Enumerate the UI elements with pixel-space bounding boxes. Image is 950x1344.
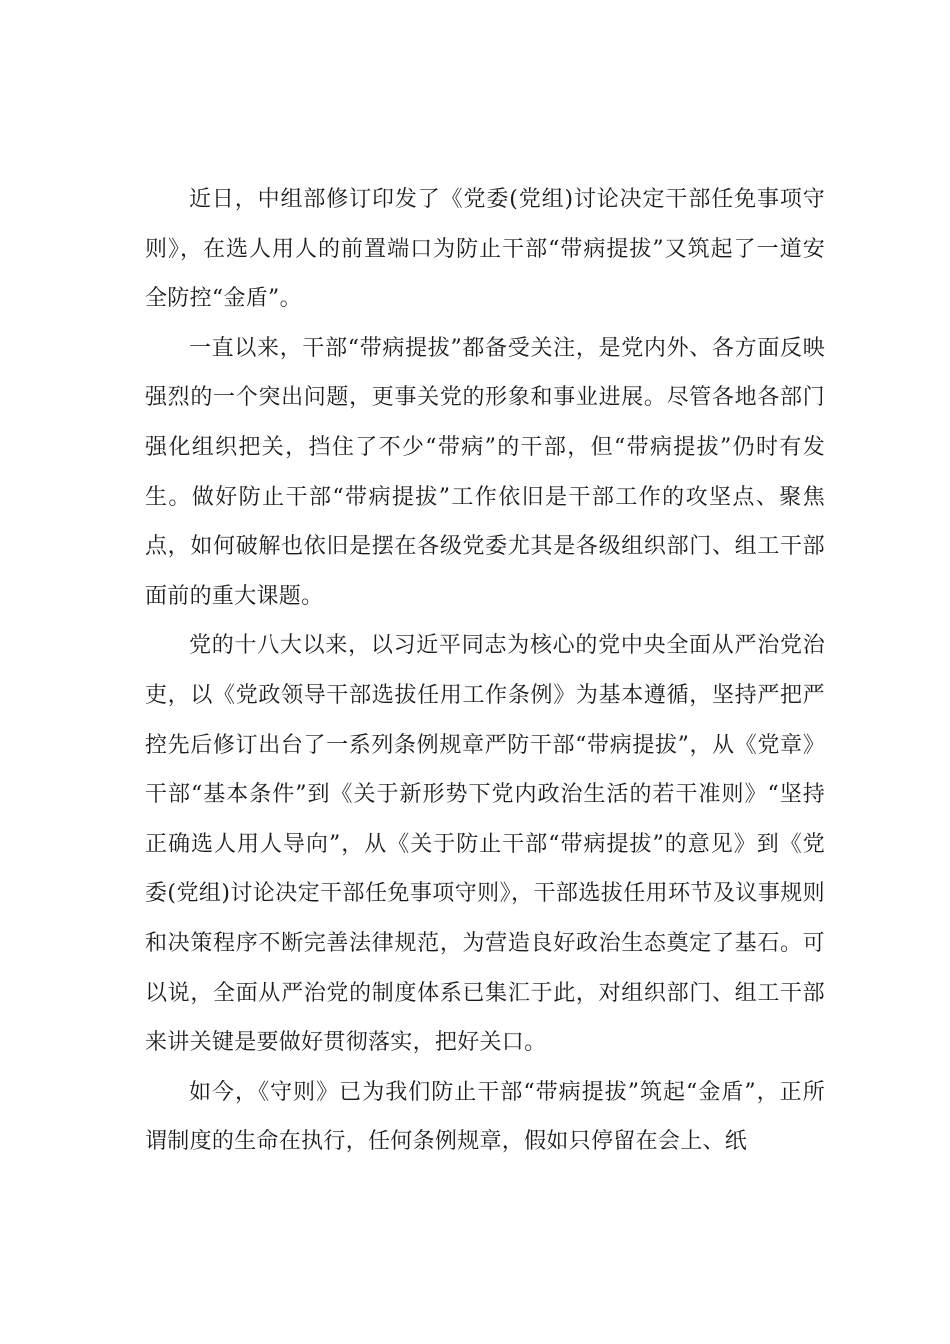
document-body <box>145 175 825 1167</box>
paragraph-3: 党的十八大以来，以习近平同志为核心的党中央全面从严治党治吏，以《党政领导干部选拔任用工作条例》为基本遵循，坚持严把严控先后修订出台了一系列条例规章严防干部“带病提拔”，从《党章》干部“基本条件”到《关于新形势下党内政治生活的若干准则》“坚持正确选人用人导向”，从《关于防止干部“带病提拔”的意见》到《党委(党组)讨论决定干部任免事项守则》，干部选拔任用环节及议事规则和决策程序不断完善法律规范，为营造良好政治生态奠定了基石。可以说，全面从严治党的制度体系已集汇于此，对组织部门、组工干部来讲关键是要做好贯彻落实，把好关口。 <box>145 633 825 1056</box>
paragraph-2: 一直以来，干部“带病提拔”都备受关注，是党内外、各方面反映强烈的一个突出问题，更事关党的形象和事业进展。尽管各地各部门强化组织把关，挡住了不少“带病”的干部，但“带病提拔”仍时有发生。做好防止干部“带病提拔”工作依旧是干部工作的攻坚点、聚焦点，如何破解也依旧是摆在各级党委尤其是各级组织部门、组工干部面前的重大课题。 <box>145 335 825 609</box>
paragraph-4: 如今，《守则》已为我们防止干部“带病提拔”筑起“金盾”，正所谓制度的生命在执行，任何条例规章，假如只停留在会上、纸 <box>145 1079 825 1155</box>
paragraph-1: 近日，中组部修订印发了《党委(党组)讨论决定干部任免事项守则》，在选人用人的前置端口为防止干部“带病提拔”又筑起了一道安全防控“金盾”。 <box>145 187 825 312</box>
